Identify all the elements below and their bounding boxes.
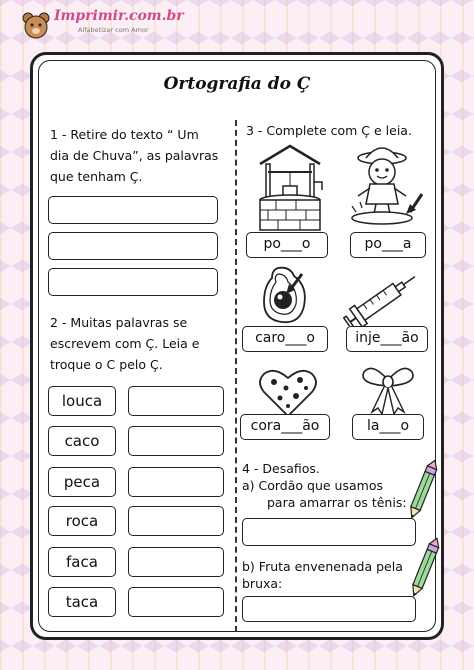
well-icon [252, 142, 328, 234]
section4-a-line-1: a) Cordão que usamos [242, 478, 383, 493]
section4-b-line-2: bruxa: [242, 576, 283, 591]
section1-answer-3[interactable] [48, 268, 218, 296]
label-caroco[interactable]: caro___o [242, 326, 328, 352]
section4-b-line-1: b) Fruta envenenada pela [242, 559, 403, 574]
section4-heading: 4 - Desafios. [242, 461, 320, 476]
section1-answer-2[interactable] [48, 232, 218, 260]
word-taca: taca [48, 587, 116, 617]
answer-peca[interactable] [128, 467, 224, 497]
section1-line-1: 1 - Retire do texto “ Um [50, 127, 199, 142]
section4-a-line-2: para amarrar os tênis: [267, 495, 407, 510]
answer-faca[interactable] [128, 547, 224, 577]
bear-logo-icon [20, 10, 52, 42]
syringe-icon [342, 272, 424, 326]
word-caco: caco [48, 426, 116, 456]
section1-instructions [50, 124, 218, 187]
word-louca: louca [48, 386, 116, 416]
page-title: Ortografia do Ç [163, 74, 311, 94]
girl-puddle-icon [346, 142, 430, 232]
label-poca[interactable]: po___a [350, 232, 426, 258]
section4-block [242, 460, 407, 511]
answer-louca[interactable] [128, 386, 224, 416]
section3-heading: 3 - Complete com Ç e leia. [246, 123, 412, 138]
word-peca: peca [48, 467, 116, 497]
word-roca: roca [48, 506, 116, 536]
section1-line-2: dia de Chuva”, as palavras [50, 148, 219, 163]
section1-answer-1[interactable] [48, 196, 218, 224]
brand-logo-text: Imprimir.com.br [54, 8, 184, 24]
section4-answer-a[interactable] [242, 518, 416, 546]
label-coracao[interactable]: cora___ão [240, 414, 330, 440]
brand-header [18, 2, 218, 50]
answer-roca[interactable] [128, 506, 224, 536]
section4-answer-b[interactable] [242, 596, 416, 622]
avocado-icon [256, 264, 318, 326]
label-poco[interactable]: po___o [246, 232, 328, 258]
column-divider [235, 120, 237, 632]
section2-line-1: 2 - Muitas palavras se [50, 315, 188, 330]
brand-tagline: Alfabetizar com Amor [78, 26, 149, 34]
section1-line-3: que tenham Ç. [50, 169, 143, 184]
section2-line-2: escrevem com Ç. Leia e [50, 336, 200, 351]
pencil-icon [410, 536, 440, 600]
answer-caco[interactable] [128, 426, 224, 456]
section4-b-block [242, 558, 403, 592]
section2-line-3: troque o C pelo Ç. [50, 357, 163, 372]
label-injecao[interactable]: inje___ão [346, 326, 428, 352]
answer-taca[interactable] [128, 587, 224, 617]
word-faca: faca [48, 547, 116, 577]
bow-icon [358, 362, 418, 416]
label-laco[interactable]: la___o [352, 414, 424, 440]
pencil-icon [408, 458, 438, 522]
heart-icon [258, 366, 318, 418]
section2-instructions [50, 312, 199, 375]
